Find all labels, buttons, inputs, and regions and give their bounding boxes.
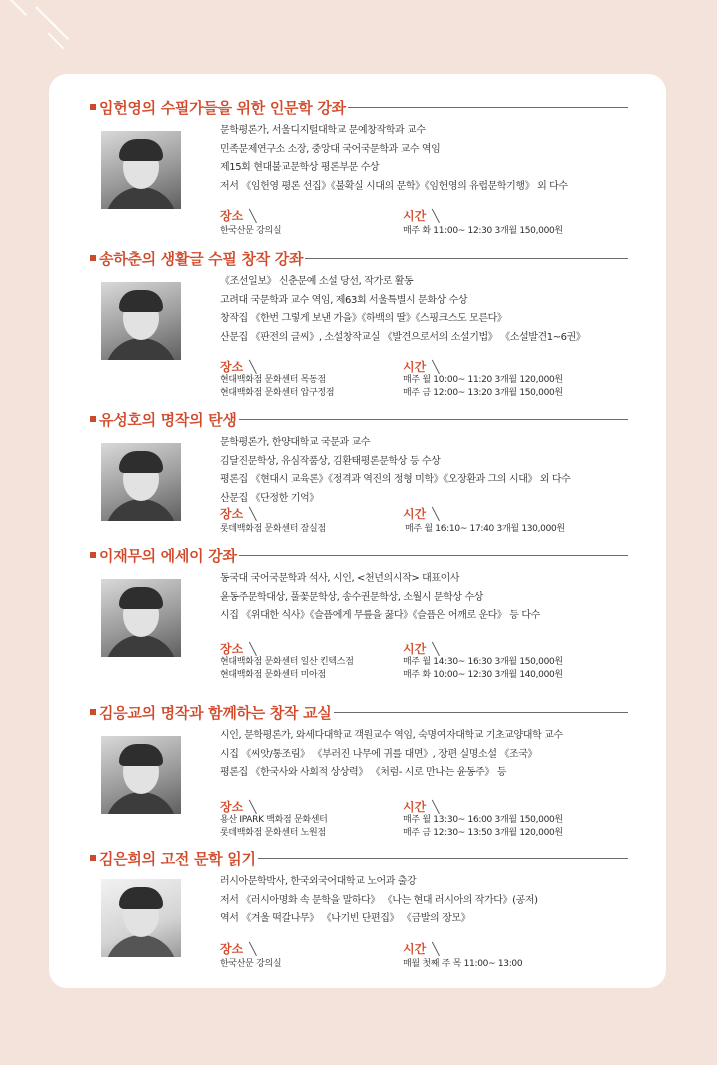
instructor-bio — [220, 570, 540, 626]
time-info: 매주 월 16:10~ 17:40 3개월 130,000원 — [405, 524, 565, 534]
section-header — [90, 847, 628, 869]
instructor-bio — [220, 273, 586, 347]
place-info: 롯데백화점 문화센터 잠실점 — [220, 524, 326, 534]
bullet-icon — [90, 709, 96, 715]
section-header — [90, 544, 628, 566]
section-title: 임헌영의 수필가들을 위한 인문학 강좌 — [99, 98, 346, 117]
time-label: 시간 ╲ — [403, 360, 440, 374]
bullet-icon — [90, 255, 96, 261]
place-label: 장소 ╲ — [220, 360, 257, 374]
bullet-icon — [90, 855, 96, 861]
section-header — [90, 408, 628, 430]
place-label: 장소 ╲ — [220, 507, 257, 521]
time-label: 시간 ╲ — [403, 800, 440, 814]
instructor-photo — [101, 282, 181, 360]
bio-line: 문학평론가, 서울디지털대학교 문예창작학과 교수 — [220, 125, 426, 136]
section-header — [90, 701, 628, 723]
section-title: 이재무의 에세이 강좌 — [99, 546, 237, 565]
bullet-icon — [90, 552, 96, 558]
section-title: 유성호의 명작의 탄생 — [99, 410, 237, 429]
bio-line: 시집 《위대한 식사》《슬픔에게 무릎을 꿇다》《슬픔은 어깨로 운다》 등 다수 — [220, 610, 540, 621]
time-info: 매주 월 10:00~ 11:20 3개월 120,000원 매주 금 12:00~ 13:20 3개월 150,000원 — [403, 375, 563, 398]
section-header — [90, 96, 628, 118]
bio-line: 동국대 국어국문학과 석사, 시인, <천년의시작> 대표이사 — [220, 573, 460, 584]
time-label: 시간 ╲ — [403, 209, 440, 223]
bio-line: 역서 《겨울 떡갈나무》 《나기빈 단편집》 《금발의 장모》 — [220, 913, 471, 924]
bio-line: 문학평론가, 한양대학교 국문과 교수 — [220, 437, 371, 448]
time-info: 매주 화 11:00~ 12:30 3개월 150,000원 — [403, 226, 563, 236]
place-info: 현대백화점 문화센터 목동점 현대백화점 문화센터 압구정점 — [220, 375, 335, 398]
bio-line: 창작집 《한번 그렇게 보낸 가을》《하백의 딸》《스핑크스도 모른다》 — [220, 313, 507, 324]
time-info: 매주 월 13:30~ 16:00 3개월 150,000원 매주 금 12:30~ 13:50 3개월 120,000원 — [403, 815, 563, 838]
bio-line: 평론집 《한국사와 사회적 상상력》 《처럼- 시로 만나는 윤동주》 등 — [220, 767, 507, 778]
time-info: 매월 첫째 주 목 11:00~ 13:00 — [403, 959, 523, 969]
divider — [239, 555, 628, 556]
instructor-bio — [220, 122, 568, 196]
time-label: 시간 ╲ — [403, 942, 440, 956]
place-label: 장소 ╲ — [220, 942, 257, 956]
bio-line: 러시아문학박사, 한국외국어대학교 노어과 출강 — [220, 876, 417, 887]
instructor-photo — [101, 579, 181, 657]
place-info: 현대백화점 문화센터 일산 킨텍스점 현대백화점 문화센터 미아점 — [220, 657, 354, 680]
bio-line: 시인, 문학평론가, 와세다대학교 객원교수 역임, 숙명여자대학교 기초교양대학 교수 — [220, 730, 563, 741]
time-label: 시간 ╲ — [403, 507, 440, 521]
bio-line: 고려대 국문학과 교수 역임, 제63회 서울특별시 문화상 수상 — [220, 294, 468, 306]
divider — [334, 712, 628, 713]
lecture-card — [49, 74, 666, 988]
divider — [258, 858, 628, 859]
place-info: 한국산문 강의실 — [220, 959, 282, 969]
section-title: 김은희의 고전 문학 읽기 — [99, 849, 256, 868]
section-header — [90, 247, 628, 269]
place-label: 장소 ╲ — [220, 209, 257, 223]
bullet-icon — [90, 416, 96, 422]
instructor-photo — [101, 736, 181, 814]
place-info: 용산 IPARK 백화점 문화센터 롯데백화점 문화센터 노원점 — [220, 815, 328, 838]
bio-line: 산문집 《단정한 기억》 — [220, 492, 319, 504]
bio-line: 산문집 《판전의 글씨》, 소설창작교실 《발견으로서의 소설기법》 《소설발견1~6권》 — [220, 331, 586, 343]
place-label: 장소 ╲ — [220, 642, 257, 656]
section-title: 송하춘의 생활글 수필 창작 강좌 — [99, 249, 304, 268]
time-label: 시간 ╲ — [403, 642, 440, 656]
bullet-icon — [90, 104, 96, 110]
bio-line: 《조선일보》 신춘문예 소설 당선, 작가로 활동 — [220, 276, 414, 287]
instructor-photo — [101, 879, 181, 957]
bio-line: 평론집 《현대시 교육론》《정격과 역진의 정형 미학》《오장환과 그의 시대》 외 다수 — [220, 474, 571, 485]
instructor-bio — [220, 434, 570, 508]
place-info: 한국산문 강의실 — [220, 226, 282, 236]
place-label: 장소 ╲ — [220, 800, 257, 814]
divider — [239, 419, 628, 420]
divider — [348, 107, 628, 108]
bio-line: 저서 《임헌영 평론 선집》《불확실 시대의 문학》《임헌영의 유럽문학기행》 외 다수 — [220, 180, 568, 192]
section-title: 김응교의 명작과 함께하는 창작 교실 — [99, 703, 332, 722]
instructor-bio — [220, 727, 563, 783]
bio-line: 윤동주문학대상, 풀꽃문학상, 송수권문학상, 소월시 문학상 수상 — [220, 591, 483, 603]
bio-line: 제15회 현대불교문학상 평론부문 수상 — [220, 162, 380, 173]
bio-line: 저서 《러시아명화 속 문학을 말하다》 《나는 현대 러시아의 작가다》(공저) — [220, 894, 538, 906]
bio-line: 김달진문학상, 유심작품상, 김환태평론문학상 등 수상 — [220, 455, 441, 467]
bio-line: 민족문제연구소 소장, 중앙대 국어국문학과 교수 역임 — [220, 143, 441, 155]
instructor-photo — [101, 443, 181, 521]
instructor-bio — [220, 873, 538, 929]
instructor-photo — [101, 131, 181, 209]
divider — [305, 258, 628, 259]
time-info: 매주 월 14:30~ 16:30 3개월 150,000원 매주 화 10:00~ 12:30 3개월 140,000원 — [403, 657, 563, 680]
bio-line: 시집 《씨앗/통조림》 《부러진 나무에 귀를 대면》, 장편 실명소설 《조국》 — [220, 748, 538, 760]
